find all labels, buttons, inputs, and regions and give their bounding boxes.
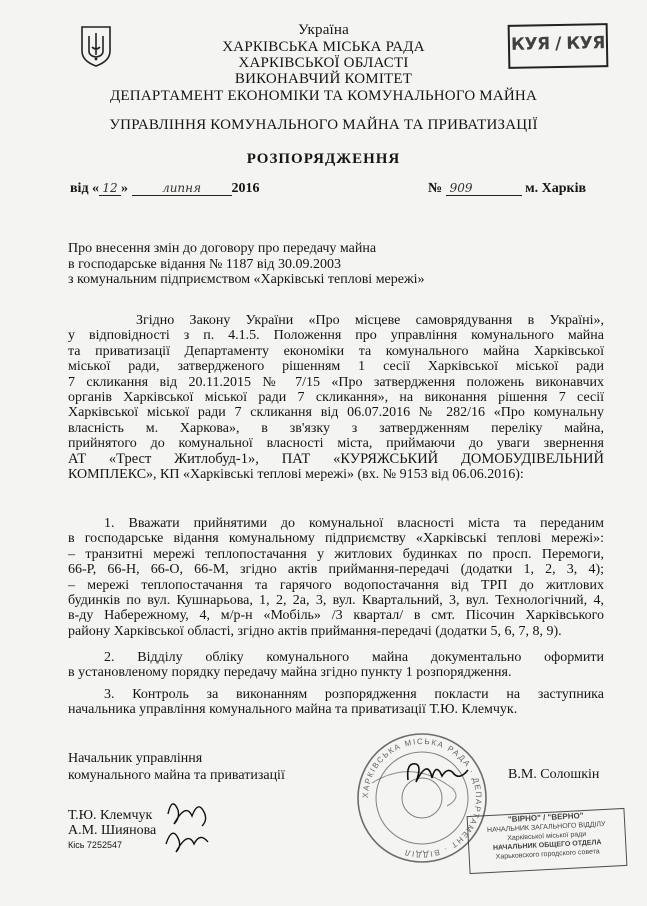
stamp-line: Харьковского городского совета	[495, 848, 600, 861]
date-month: липня	[132, 181, 232, 196]
stamp-line: Харківської міської ради	[507, 830, 587, 843]
approver-signature-icon	[158, 792, 218, 862]
signatory-title-line: комунального майна та приватизації	[68, 768, 285, 783]
country-name: Україна	[298, 22, 349, 38]
department-name: ДЕПАРТАМЕНТ ЕКОНОМІКИ ТА КОМУНАЛЬНОГО МАЙНА	[110, 88, 537, 104]
preamble-paragraph	[68, 313, 604, 482]
signatory-title-line: Начальник управління	[68, 751, 203, 766]
preamble-line: та приватизації Департаменту економіки та комунального майна Харківської	[68, 343, 604, 359]
preamble-line: КОМПЛЕКС», КП «Харківські теплові мережі» (вх. № 9153 від 06.06.2016):	[68, 467, 524, 483]
date-line	[70, 181, 260, 197]
approver-name: Т.Ю. Клемчук	[68, 808, 153, 823]
signatory-name: В.М. Солошкін	[508, 767, 600, 782]
document-number: 909	[446, 181, 522, 196]
item-3-line: начальника управління комунального майна та приватизації Т.Ю. Клемчук.	[68, 702, 518, 718]
item-1-line: 1. Вважати прийнятими до комунальної власності міста та переданим	[104, 516, 604, 531]
signatory-title	[68, 750, 285, 784]
executor-ref: Кісь 7252547	[68, 840, 122, 850]
subject-line: з комунальним підприємством «Харківські теплові мережі»	[68, 272, 425, 287]
item-1-line: в-ду Набережному, 4, м/р-н «Мобіль» /3 квартал/ в смт. Пісочин Харківського	[68, 608, 604, 624]
preamble-line: у відповідності з п. 4.1.5. Положення про управління комунального майна	[68, 328, 604, 344]
subject-line: в господарське відання № 1187 від 30.09.2003	[68, 256, 341, 272]
preamble-line: АТ «Трест Житлобуд-1», ПАТ «КУРЯЖСЬКИЙ ДОМОБУДІВЕЛЬНИЙ	[68, 450, 604, 467]
subject-line: Про внесення змін до договору про передачу майна	[68, 241, 377, 256]
item-1-line: будинків по вул. Кушнарьова, 1, 2, 2а, 3, вул. Квартальний, 3, вул. Технологічний, 4,	[68, 593, 604, 609]
director-signature-icon	[402, 752, 472, 792]
stamp-line: НАЧАЛЬНИК ОБЩЕГО ОТДЕЛА	[492, 839, 602, 852]
item-1-line: району Харківської області, згідно актів приймання-передачі (додатки 5, 6, 7, 8, 9).	[68, 623, 562, 639]
document-type: РОЗПОРЯДЖЕННЯ	[246, 151, 401, 167]
item-1-line: в господарське відання комунальному підприємству «Харківські теплові мережі»:	[68, 531, 604, 547]
item-2-line: 2. Відділу обліку комунального майна документально оформити	[104, 650, 604, 665]
date-mid: »	[121, 181, 129, 196]
item-1-paragraph	[68, 516, 604, 639]
stamp-line: "ВІРНО" / "ВЕРНО"	[507, 811, 584, 825]
approver-name: А.М. Шиянова	[68, 823, 157, 838]
item-2-paragraph	[68, 650, 604, 681]
item-3-paragraph	[68, 687, 604, 718]
preamble-line: Згідно Закону України «Про місцеве самоврядування в Україні»,	[136, 313, 604, 328]
preamble-line: Харківської міської ради 7 скликання від 06.07.2016 № 282/16 «Про комунальну	[68, 405, 604, 421]
preamble-line: органів Харківської міської ради 7 скликання», на виконання рішення 7 сесії	[68, 390, 604, 406]
stamp-line: НАЧАЛЬНИК ЗАГАЛЬНОГО ВІДДІЛУ	[486, 820, 606, 835]
approvals-block	[68, 808, 156, 852]
number-line	[428, 181, 586, 197]
preamble-line: прийнятого до комунальної власності міста, приймаючи до уваги звернення	[68, 436, 604, 452]
number-label: №	[428, 181, 443, 196]
directorate-name: УПРАВЛІННЯ КОМУНАЛЬНОГО МАЙНА ТА ПРИВАТИЗАЦІЇ	[109, 117, 538, 133]
item-1-line: 66-Р, 66-Н, 66-О, 66-М, згідно актів приймання-передачі (додатки 1, 2, 3, 4);	[68, 562, 604, 578]
verification-stamp	[467, 808, 628, 874]
council-name: ХАРКІВСЬКА МІСЬКА РАДА	[222, 39, 425, 55]
item-1-line: – мережі теплопостачання та гарячого водопостачання від ТРП до житлових	[68, 577, 604, 593]
preamble-line: 7 скликання від 20.11.2015 № 7/15 «Про затвердження положень виконавчих	[68, 374, 604, 390]
date-from-label: від «	[70, 181, 100, 196]
subject-block	[68, 241, 425, 288]
preamble-line: власність м. Харкова», в зв'язку з затвердженням переліку майна,	[68, 420, 604, 436]
stamp-label: КУЯ / КУЯ	[510, 33, 605, 55]
date-day: 12	[99, 181, 121, 196]
item-3-line: 3. Контроль за виконанням розпорядження покласти на заступника	[104, 687, 604, 702]
item-1-line: – транзитні мережі теплопостачання у житлових будинках по просп. Перемоги,	[68, 546, 604, 562]
city-name: м. Харків	[525, 181, 587, 196]
item-2-line: в установленому порядку передачу майна згідно пункту 1 розпорядження.	[68, 665, 512, 681]
date-year: 2016	[231, 181, 260, 196]
region-name: ХАРКІВСЬКОЇ ОБЛАСТІ	[238, 55, 409, 71]
seal-round-text: ХАРКІВСЬКА МІСЬКА РАДА · ДЕПАРТАМЕНТ · ВІДДІЛ	[360, 736, 484, 860]
preamble-line: міської ради, затвердженого рішенням 1 сесії Харківської міської ради	[68, 359, 604, 375]
committee-name: ВИКОНАВЧИЙ КОМІТЕТ	[234, 71, 413, 87]
